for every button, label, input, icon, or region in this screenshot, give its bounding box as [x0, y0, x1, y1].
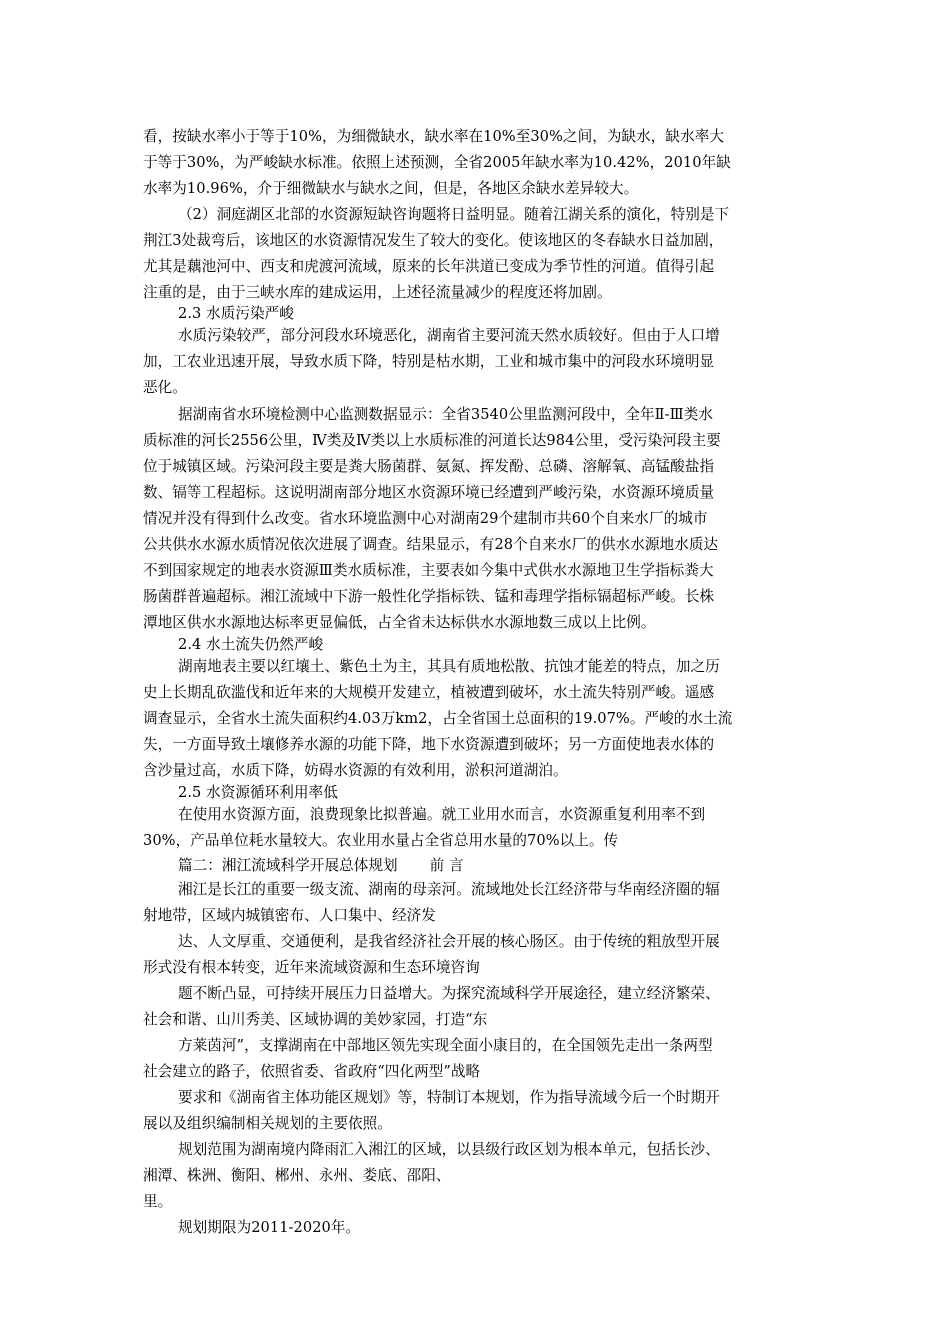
body-line: 里。: [143, 1193, 173, 1210]
body-line: 水质污染较严，部分河段水环境恶化，湖南省主要河流天然水质较好。但由于人口增: [178, 327, 720, 344]
body-line: 肠菌群普遍超标。湘江流域中下游一般性化学指标铁、锰和毒理学指标镉超标严峻。长株: [143, 588, 715, 605]
body-line: 规划范围为湖南境内降雨汇入湘江的区域，以县级行政区划为根本单元，包括长沙、: [178, 1141, 720, 1158]
body-line: 湘潭、株洲、衡阳、郴州、永州、娄底、邵阳、: [143, 1167, 451, 1184]
body-line: 尤其是藕池河中、西支和虎渡河流域，原来的长年洪道已变成为季节性的河道。值得引起: [143, 258, 715, 275]
body-line: 要求和《湖南省主体功能区规划》等，特制订本规划，作为指导流域今后一个时期开: [178, 1089, 720, 1106]
body-line: 据湖南省水环境检测中心监测数据显示：全省3540公里监测河段中，全年Ⅱ-Ⅲ类水: [178, 406, 714, 423]
body-line: 方莱茵河”，支撑湖南在中部地区领先实现全面小康目的，在全国领先走出一条两型: [178, 1037, 713, 1054]
body-line: 社会和谐、山川秀美、区域协调的美妙家园，打造“东: [143, 1011, 488, 1028]
body-line: 湖南地表主要以红壤土、紫色土为主，其具有质地松散、抗蚀才能差的特点，加之历: [178, 658, 720, 675]
chapter-title: 篇二：湘江流域科学开展总体规划: [178, 857, 398, 874]
body-line: 展以及组织编制相关规划的主要依照。: [143, 1115, 392, 1132]
body-line: 射地带，区域内城镇密布、人口集中、经济发: [143, 907, 436, 924]
body-line: 史上长期乱砍滥伐和近年来的大规模开发建立，植被遭到破坏，水土流失特别严峻。遥感: [143, 684, 715, 701]
body-line: 调查显示，全省水土流失面积约4.03万km2，占全省国土总面积的19.07%。严峻的水土流: [143, 710, 733, 727]
body-line: 位于城镇区域。污染河段主要是粪大肠菌群、氨氮、挥发酚、总磷、溶解氧、高锰酸盐指: [143, 458, 715, 475]
body-line: 注重的是，由于三峡水库的建成运用，上述径流量减少的程度还将加剧。: [143, 284, 612, 301]
body-line: 失，一方面导致土壤修养水源的功能下降，地下水资源遭到破坏；另一方面使地表水体的: [143, 736, 715, 753]
body-line: 社会建立的路子，依照省委、省政府“四化两型”战略: [143, 1063, 481, 1080]
body-line: 在使用水资源方面，浪费现象比拟普遍。就工业用水而言，水资源重复利用率不到: [178, 806, 706, 823]
body-line: 不到国家规定的地表水资源Ⅲ类水质标准，主要表如今集中式供水水源地卫生学指标粪大: [143, 562, 714, 579]
chapter-heading-line: [178, 853, 464, 879]
body-line: 荆江3处裁弯后，该地区的水资源情况发生了较大的变化。使该地区的冬春缺水日益加剧，: [143, 232, 724, 249]
section-heading: 2.3 水质污染严峻: [178, 305, 294, 322]
preface-heading: 前 言: [429, 857, 464, 874]
body-line: 潭地区供水水源地达标率更显偏低，占全省未达标供水水源地数三成以上比例。: [143, 614, 656, 631]
section-heading: 2.4 水土流失仍然严峻: [178, 636, 324, 653]
body-line: 加，工农业迅速开展，导致水质下降，特别是枯水期，工业和城市集中的河段水环境明显: [143, 353, 715, 370]
body-line: 看，按缺水率小于等于10%，为细微缺水，缺水率在10%至30%之间，为缺水，缺水率大: [143, 128, 725, 145]
body-line: 公共供水水源水质情况依次进展了调查。结果显示，有28个自来水厂的供水水源地水质达: [143, 536, 719, 553]
body-line: 规划期限为2011-2020年。: [178, 1219, 361, 1236]
body-line: 达、人文厚重、交通便利，是我省经济社会开展的核心肠区。由于传统的粗放型开展: [178, 933, 720, 950]
body-line: 于等于30%，为严峻缺水标准。依照上述预测，全省2005年缺水率为10.42%，2010年缺: [143, 154, 731, 171]
body-line: 情况并没有得到什么改变。省水环境监测中心对湖南29个建制市共60个自来水厂的城市: [143, 510, 708, 527]
body-line: 恶化。: [143, 379, 187, 396]
body-line: （2）洞庭湖区北部的水资源短缺咨询题将日益明显。随着江湖关系的演化，特别是下: [178, 206, 730, 223]
section-heading: 2.5 水资源循环利用率低: [178, 784, 338, 801]
body-line: 数、镉等工程超标。这说明湖南部分地区水资源环境已经遭到严峻污染，水资源环境质量: [143, 484, 715, 501]
body-line: 质标准的河长2556公里，Ⅳ类及Ⅳ类以上水质标准的河道长达984公里，受污染河段主要: [143, 432, 721, 449]
body-line: 水率为10.96%，介于细微缺水与缺水之间，但是，各地区余缺水差异较大。: [143, 180, 639, 197]
body-line: 题不断凸显，可持续开展压力日益增大。为探究流域科学开展途径，建立经济繁荣、: [178, 985, 720, 1002]
body-line: 30%，产品单位耗水量较大。农业用水量占全省总用水量的70%以上。传: [143, 832, 619, 849]
body-line: 含沙量过高，水质下降，妨碍水资源的有效利用，淤积河道湖泊。: [143, 762, 568, 779]
body-line: 形式没有根本转变，近年来流域资源和生态环境咨询: [143, 959, 480, 976]
body-line: 湘江是长江的重要一级支流、湖南的母亲河。流域地处长江经济带与华南经济圈的辐: [178, 881, 720, 898]
